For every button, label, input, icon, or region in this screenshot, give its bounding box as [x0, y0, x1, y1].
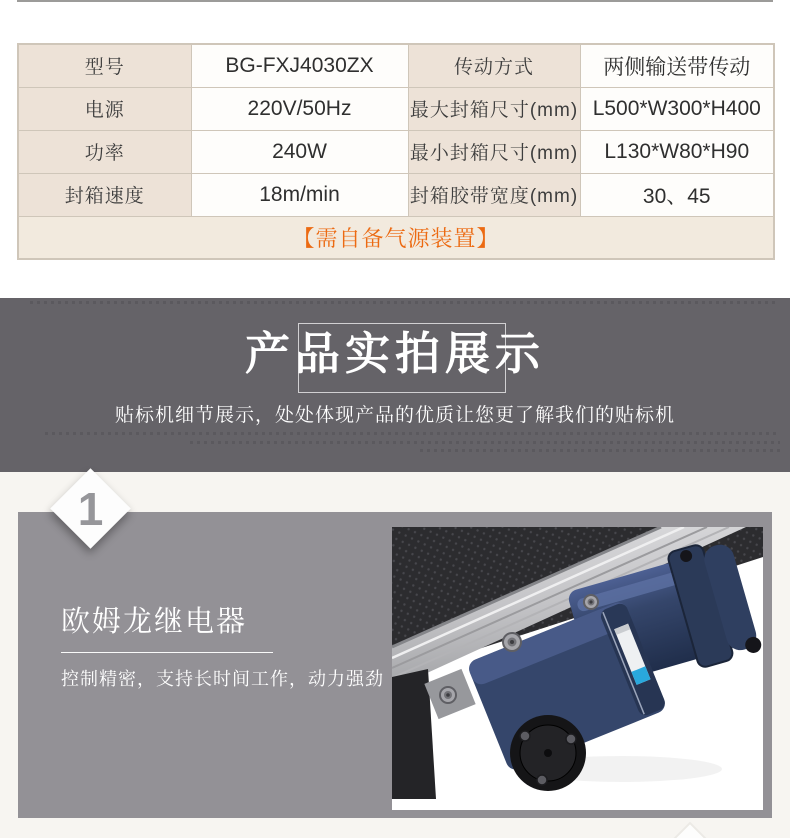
table-row: [18, 216, 774, 259]
table-row: [18, 87, 774, 130]
bolt-icon: [440, 687, 456, 703]
spec-label-speed: 封箱速度: [18, 173, 191, 216]
spec-label-tape-width: 封箱胶带宽度(mm): [408, 173, 580, 216]
table-row: [18, 173, 774, 216]
spec-value-min-size: L130*W80*H90: [580, 130, 774, 173]
feature-number-badge: [50, 468, 131, 549]
product-photo: [392, 527, 763, 810]
spec-value-max-size: L500*W300*H400: [580, 87, 774, 130]
spec-label-power-supply: 电源: [18, 87, 191, 130]
feature-divider: [61, 652, 273, 653]
bolt-icon: [584, 595, 598, 609]
spec-label-drive: 传动方式: [408, 44, 580, 87]
watermark-row: [420, 449, 780, 452]
spec-value-wattage: 240W: [191, 130, 408, 173]
showcase-banner: [0, 298, 790, 472]
spec-value-drive: 两侧输送带传动: [580, 44, 774, 87]
spec-table-section: [17, 43, 773, 260]
spec-label-model: 型号: [18, 44, 191, 87]
feature-description: 控制精密，支持长时间工作，动力强劲: [61, 669, 384, 689]
table-row: [18, 130, 774, 173]
spec-note: 【需自备气源装置】: [18, 216, 774, 259]
section-divider-rule: [17, 0, 773, 2]
showcase-title: 产品实拍展示: [244, 328, 545, 379]
spec-value-power-supply: 220V/50Hz: [191, 87, 408, 130]
spec-value-speed: 18m/min: [191, 173, 408, 216]
spec-label-wattage: 功率: [18, 130, 191, 173]
watermark-row: [190, 441, 780, 444]
bolt-icon: [503, 633, 521, 651]
spec-label-min-size: 最小封箱尺寸(mm): [408, 130, 580, 173]
feature-number: 1: [77, 482, 104, 535]
watermark-row: [30, 301, 778, 304]
watermark-row: [45, 432, 780, 435]
spec-label-max-size: 最大封箱尺寸(mm): [408, 87, 580, 130]
feature-heading: 欧姆龙继电器: [61, 606, 248, 638]
spec-value-model: BG-FXJ4030ZX: [191, 44, 408, 87]
table-row: [18, 44, 774, 87]
motor-photo-illustration: [392, 527, 763, 810]
showcase-subtitle: 贴标机细节展示，处处体现产品的优质让您更了解我们的贴标机: [114, 405, 675, 426]
spec-table: [17, 43, 775, 260]
spec-value-tape-width: 30、45: [580, 173, 774, 216]
